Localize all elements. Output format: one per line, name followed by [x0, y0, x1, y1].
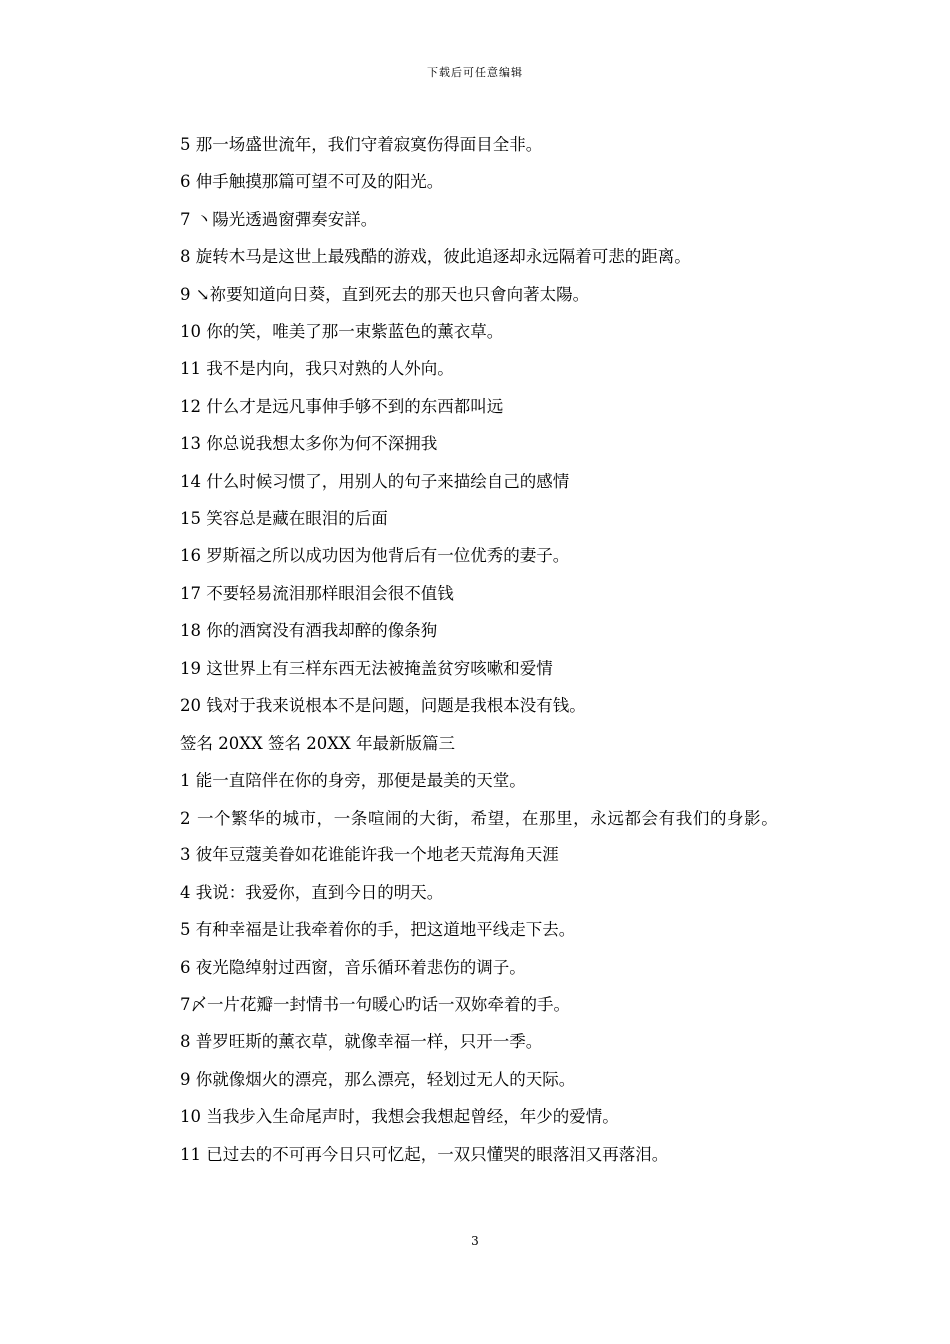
text-line: 8 旋转木马是这世上最残酷的游戏，彼此追逐却永远隔着可悲的距离。	[180, 247, 691, 267]
text-line: 9 ↘祢要知道向日葵，直到死去的那天也只會向著太陽。	[180, 284, 590, 304]
text-line: 8 普罗旺斯的薰衣草，就像幸福一样，只开一季。	[180, 1032, 543, 1052]
text-line: 1 能一直陪伴在你的身旁，那便是最美的天堂。	[180, 770, 526, 790]
text-line: 11 我不是内向，我只对熟的人外向。	[180, 359, 454, 379]
text-line: 6 伸手触摸那篇可望不可及的阳光。	[180, 172, 444, 192]
text-line: 7〆一片花瓣一封情书一句暖心旳话一双妳牵着的手。	[180, 994, 570, 1014]
text-line: 12 什么才是远凡事伸手够不到的东西都叫远	[180, 396, 504, 416]
text-line: 20 钱对于我来说根本不是问题，问题是我根本没有钱。	[180, 696, 586, 716]
page-number: 3	[471, 1234, 479, 1248]
text-line: 10 当我步入生命尾声时，我想会我想起曾经，年少的爱情。	[180, 1107, 619, 1127]
text-line: 16 罗斯福之所以成功因为他背后有一位优秀的妻子。	[180, 546, 570, 566]
text-line: 5 有种幸福是让我牵着你的手，把这道地平线走下去。	[180, 920, 576, 940]
text-line: 15 笑容总是藏在眼泪的后面	[180, 509, 388, 529]
text-line: 3 彼年豆蔻美眷如花谁能许我一个地老天荒海角天涯	[180, 845, 559, 865]
text-line: 7 丶陽光透過窗彈奏安詳。	[180, 209, 378, 229]
text-line: 11 已过去的不可再今日只可忆起，一双只懂哭的眼落泪又再落泪。	[180, 1144, 669, 1164]
text-line: 5 那一场盛世流年，我们守着寂寞伤得面目全非。	[180, 135, 543, 154]
text-line: 18 你的酒窝没有酒我却醉的像条狗	[180, 621, 438, 641]
text-line: 6 夜光隐绰射过西窗，音乐循环着悲伤的调子。	[180, 957, 526, 977]
text-paragraph: 2 一个繁华的城市，一条喧闹的大街，希望，在那里，永远都会有我们的身影。	[180, 809, 779, 829]
text-line: 14 什么时候习惯了，用别人的句子来描绘自己的感情	[180, 471, 570, 491]
text-line: 19 这世界上有三样东西无法被掩盖贫穷咳嗽和爱情	[180, 658, 553, 678]
text-line: 9 你就像烟火的漂亮，那么漂亮，轻划过无人的天际。	[180, 1069, 576, 1089]
text-line: 13 你总说我想太多你为何不深拥我	[180, 434, 438, 454]
section-heading: 签名 20XX 签名 20XX 年最新版篇三	[180, 733, 455, 753]
text-line: 4 我说：我爱你，直到今日的明天。	[180, 882, 444, 902]
text-line: 17 不要轻易流泪那样眼泪会很不值钱	[180, 583, 454, 603]
text-line: 10 你的笑，唯美了那一束紫蓝色的薰衣草。	[180, 322, 504, 342]
document-body	[146, 126, 810, 1173]
page-header: 下载后可任意编辑	[427, 66, 523, 79]
